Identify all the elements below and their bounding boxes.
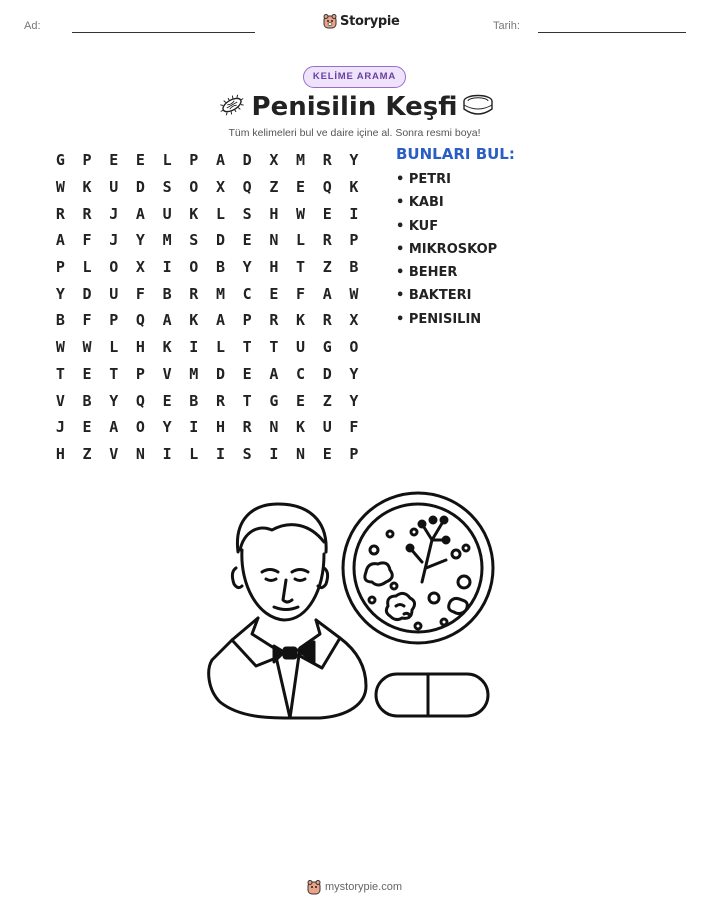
brand-name: Storypie [340,13,400,29]
grid-cell[interactable]: C [242,284,252,303]
grid-cell[interactable]: R [215,391,225,410]
grid-cell[interactable]: K [189,204,199,223]
grid-cell[interactable]: O [349,338,359,357]
storypie-logo [323,13,400,29]
grid-cell[interactable]: K [349,178,359,197]
grid-row [47,361,367,388]
grid-cell[interactable]: H [215,418,225,437]
grid-cell[interactable]: Y [109,391,119,410]
word-list-item: • BAKTERI [396,288,472,304]
grid-cell[interactable]: U [109,284,119,303]
grid-cell[interactable]: S [242,204,252,223]
grid-cell[interactable]: P [349,231,359,250]
grid-cell[interactable]: Q [322,178,332,197]
grid-cell[interactable]: D [135,178,145,197]
grid-cell[interactable]: Q [135,311,145,330]
grid-cell[interactable]: E [296,391,306,410]
pill-capsule-drawing [376,674,488,716]
word-list-title: BUNLARI BUL: [396,145,515,163]
grid-cell[interactable]: X [215,178,225,197]
grid-cell[interactable]: W [82,338,92,357]
grid-cell[interactable]: K [82,178,92,197]
grid-cell[interactable]: K [296,311,306,330]
grid-cell[interactable]: I [215,444,225,463]
grid-cell[interactable]: O [109,258,119,277]
grid-cell[interactable]: E [82,418,92,437]
grid-cell[interactable]: N [269,231,279,250]
grid-cell[interactable]: U [162,204,172,223]
grid-cell[interactable]: S [189,231,199,250]
grid-cell[interactable]: X [135,258,145,277]
grid-row [47,280,367,307]
grid-cell[interactable]: A [109,418,119,437]
grid-cell[interactable]: P [135,364,145,383]
grid-cell[interactable]: M [189,364,199,383]
grid-cell[interactable]: R [322,151,332,170]
grid-cell[interactable]: U [109,178,119,197]
grid-row [47,174,367,201]
storypie-mascot-icon [307,879,321,895]
date-label: Tarih: [493,20,520,32]
grid-cell[interactable]: I [189,418,199,437]
grid-cell[interactable]: L [215,204,225,223]
grid-row [47,307,367,334]
grid-cell[interactable]: K [296,418,306,437]
grid-cell[interactable]: B [349,258,359,277]
grid-cell[interactable]: N [269,418,279,437]
grid-cell[interactable]: A [215,151,225,170]
petri-dish-icon [462,93,494,119]
storypie-mascot-icon [323,13,337,29]
grid-cell[interactable]: Y [162,418,172,437]
grid-cell[interactable]: D [242,151,252,170]
grid-cell[interactable]: L [189,444,199,463]
footer-site-link[interactable]: mystorypie.com [325,881,403,893]
grid-cell[interactable]: T [242,391,252,410]
grid-cell[interactable]: V [109,444,119,463]
grid-cell[interactable]: I [162,444,172,463]
grid-cell[interactable]: L [296,231,306,250]
grid-cell[interactable]: P [55,258,65,277]
grid-cell[interactable]: E [109,151,119,170]
grid-row [47,441,367,468]
grid-cell[interactable]: I [349,204,359,223]
grid-cell[interactable]: C [296,364,306,383]
grid-cell[interactable]: A [135,204,145,223]
grid-cell[interactable]: D [82,284,92,303]
grid-row [47,334,367,361]
grid-cell[interactable]: E [322,444,332,463]
grid-cell[interactable]: S [242,444,252,463]
grid-cell[interactable]: G [269,391,279,410]
grid-cell[interactable]: M [296,151,306,170]
grid-cell[interactable]: W [296,204,306,223]
grid-cell[interactable]: Y [55,284,65,303]
grid-cell[interactable]: A [215,311,225,330]
grid-cell[interactable]: G [322,338,332,357]
grid-cell[interactable]: Y [349,364,359,383]
grid-cell[interactable]: M [215,284,225,303]
grid-cell[interactable]: E [242,364,252,383]
grid-cell[interactable]: N [296,444,306,463]
grid-cell[interactable]: R [322,231,332,250]
scientist-drawing [209,504,366,718]
grid-cell[interactable]: B [162,284,172,303]
grid-cell[interactable]: E [82,364,92,383]
grid-cell[interactable]: H [135,338,145,357]
grid-cell[interactable]: A [322,284,332,303]
grid-row [47,254,367,281]
grid-row [47,387,367,414]
grid-cell[interactable]: R [242,418,252,437]
grid-cell[interactable]: O [135,418,145,437]
grid-cell[interactable]: Q [135,391,145,410]
grid-cell[interactable]: I [269,444,279,463]
grid-cell[interactable]: D [215,231,225,250]
worksheet-type-badge: KELİME ARAMA [303,66,406,88]
grid-cell[interactable]: Z [82,444,92,463]
grid-row [47,147,367,174]
grid-cell[interactable]: U [296,338,306,357]
grid-cell[interactable]: O [189,258,199,277]
grid-cell[interactable]: X [269,151,279,170]
word-list-item: • MIKROSKOP [396,241,498,257]
grid-cell[interactable]: T [242,338,252,357]
grid-cell[interactable]: E [162,391,172,410]
grid-cell[interactable]: Y [349,391,359,410]
grid-cell[interactable]: F [82,231,92,250]
grid-cell[interactable]: F [296,284,306,303]
grid-cell[interactable]: Y [349,151,359,170]
grid-cell[interactable]: V [162,364,172,383]
grid-cell[interactable]: K [162,338,172,357]
grid-cell[interactable]: N [135,444,145,463]
grid-cell[interactable]: H [55,444,65,463]
grid-cell[interactable]: F [82,311,92,330]
grid-cell[interactable]: R [269,311,279,330]
grid-cell[interactable]: T [109,364,119,383]
grid-cell[interactable]: M [162,231,172,250]
name-line[interactable] [72,32,255,33]
grid-cell[interactable]: J [109,204,119,223]
grid-cell[interactable]: P [242,311,252,330]
grid-row [47,200,367,227]
word-list-item: • PETRI [396,172,451,187]
date-line[interactable] [538,32,686,33]
grid-cell[interactable]: L [215,338,225,357]
grid-cell[interactable]: B [55,311,65,330]
page-title: Penisilin Keşfi [251,92,458,122]
grid-cell[interactable]: A [162,311,172,330]
grid-cell[interactable]: R [322,311,332,330]
grid-row [47,414,367,441]
grid-cell[interactable]: Z [322,391,332,410]
grid-cell[interactable]: R [82,204,92,223]
grid-cell[interactable]: G [55,151,65,170]
grid-cell[interactable]: P [349,444,359,463]
name-label: Ad: [24,20,41,32]
word-list-item: • KUF [396,218,439,234]
grid-cell[interactable]: T [296,258,306,277]
grid-cell[interactable]: U [322,418,332,437]
word-list-item: • KABI [396,195,444,211]
grid-cell[interactable]: P [109,311,119,330]
grid-cell[interactable]: P [189,151,199,170]
word-list-item: • PENISILIN [396,311,482,327]
grid-cell[interactable]: R [55,204,65,223]
grid-cell[interactable]: A [55,231,65,250]
grid-cell[interactable]: E [135,151,145,170]
grid-cell[interactable]: Z [322,258,332,277]
word-list [396,172,497,335]
grid-row [47,227,367,254]
grid-cell[interactable]: F [349,418,359,437]
grid-cell[interactable]: W [349,284,359,303]
footer [307,879,402,895]
grid-cell[interactable]: E [296,178,306,197]
grid-cell[interactable]: J [55,418,65,437]
grid-cell[interactable]: B [215,258,225,277]
grid-cell[interactable]: Z [269,178,279,197]
grid-cell[interactable]: T [55,364,65,383]
grid-cell[interactable]: X [349,311,359,330]
word-list-item: • BEHER [396,265,458,281]
grid-cell[interactable]: R [189,284,199,303]
grid-cell[interactable]: H [269,258,279,277]
grid-cell[interactable]: E [242,231,252,250]
grid-cell[interactable]: K [189,311,199,330]
grid-cell[interactable]: Y [242,258,252,277]
grid-cell[interactable]: F [135,284,145,303]
grid-cell[interactable]: D [322,364,332,383]
grid-cell[interactable]: T [269,338,279,357]
grid-cell[interactable]: B [189,391,199,410]
grid-cell[interactable]: S [162,178,172,197]
petri-dish-drawing [343,493,493,643]
grid-cell[interactable]: L [109,338,119,357]
grid-cell[interactable]: W [55,338,65,357]
grid-cell[interactable]: W [55,178,65,197]
grid-cell[interactable]: O [189,178,199,197]
grid-cell[interactable]: E [269,284,279,303]
word-search-grid [47,147,367,467]
instructions: Tüm kelimeleri bul ve daire içine al. Sonra resmi boya! [228,127,481,139]
grid-cell[interactable]: D [215,364,225,383]
grid-cell[interactable]: J [109,231,119,250]
grid-cell[interactable]: P [82,151,92,170]
grid-cell[interactable]: Q [242,178,252,197]
grid-cell[interactable]: Y [135,231,145,250]
grid-cell[interactable]: L [162,151,172,170]
fleming-coloring-illustration [200,490,500,725]
grid-cell[interactable]: I [189,338,199,357]
grid-cell[interactable]: E [322,204,332,223]
grid-cell[interactable]: H [269,204,279,223]
grid-cell[interactable]: I [162,258,172,277]
grid-cell[interactable]: L [82,258,92,277]
grid-cell[interactable]: V [55,391,65,410]
grid-cell[interactable]: B [82,391,92,410]
grid-cell[interactable]: A [269,364,279,383]
